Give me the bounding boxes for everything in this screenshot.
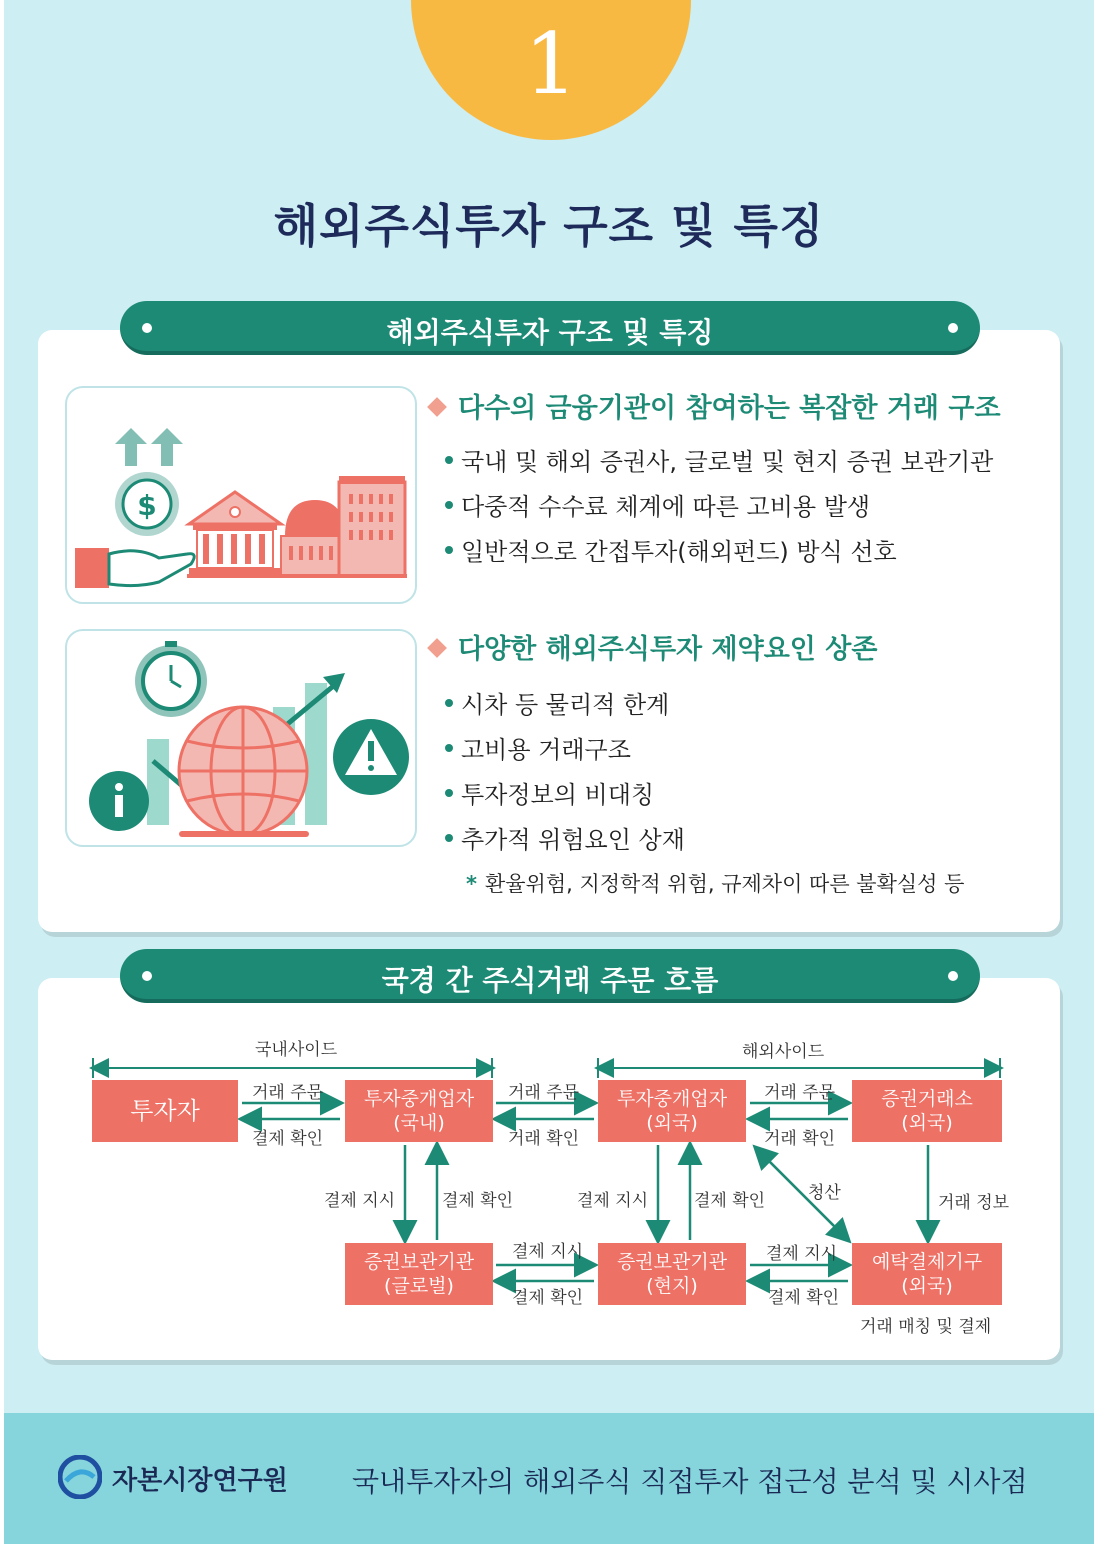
box-label: 증권거래소 xyxy=(881,1088,973,1110)
bullet-text: 국내 및 해외 증권사, 글로벌 및 현지 증권 보관기관 xyxy=(461,448,994,476)
box-label: 증권보관기관 xyxy=(363,1251,475,1273)
flow-label-trade-info: 거래 정보 xyxy=(938,1193,1010,1213)
broker-foreign-box xyxy=(598,1080,746,1142)
overseas-side-label: 해외사이드 xyxy=(742,1042,825,1062)
flow-label-settle-instruction: 결제 지시 xyxy=(512,1242,584,1262)
bullet-text: 투자정보의 비대칭 xyxy=(461,781,655,809)
box-label: (글로벌) xyxy=(384,1275,454,1297)
flow-label-order: 거래 주문 xyxy=(252,1083,324,1103)
page-title: 해외주식투자 구조 및 특징 xyxy=(273,199,825,253)
group2-heading-text: 다양한 해외주식투자 제약요인 상존 xyxy=(458,634,878,665)
flow-label-confirm: 결제 확인 xyxy=(768,1288,840,1308)
exchange-box xyxy=(852,1080,1002,1142)
footer-report-title: 국내투자자의 해외주식 직접투자 접근성 분석 및 시사점 xyxy=(352,1465,1028,1498)
bullet-text: 다중적 수수료 체계에 따른 고비용 발생 xyxy=(461,493,871,521)
domestic-side-label: 국내사이드 xyxy=(255,1040,338,1060)
box-label: 투자중개업자 xyxy=(616,1088,728,1110)
custodian-global-box xyxy=(345,1243,493,1305)
number-badge-text: 1 xyxy=(524,15,578,113)
flow-label-settle-instruction: 결제 지시 xyxy=(577,1191,649,1211)
box-label: (현지) xyxy=(646,1275,698,1297)
kcmi-logo-icon xyxy=(58,1455,102,1499)
broker-domestic-box xyxy=(345,1080,493,1142)
depository-box xyxy=(852,1243,1002,1305)
box-label: 투자자 xyxy=(130,1097,200,1125)
investor-box xyxy=(92,1080,238,1142)
asterisk-icon: * xyxy=(466,872,477,896)
flow-label-order: 거래 주문 xyxy=(508,1083,580,1103)
section-banner-title: 해외주식투자 구조 및 특징 xyxy=(386,316,714,349)
flow-label-order: 거래 주문 xyxy=(764,1083,836,1103)
box-label: (외국) xyxy=(901,1112,953,1134)
section-banner-title: 국경 간 주식거래 주문 흐름 xyxy=(381,964,719,997)
flow-label-trade-confirm: 거래 확인 xyxy=(508,1129,580,1149)
flow-label-clearing: 청산 xyxy=(808,1183,841,1203)
flow-label-settle-instruction: 결제 지시 xyxy=(324,1191,396,1211)
box-label: 투자중개업자 xyxy=(363,1088,475,1110)
bullet-text: 고비용 거래구조 xyxy=(461,736,631,764)
box-label: (국내) xyxy=(393,1112,445,1134)
box-label: 예탁결제기구 xyxy=(871,1251,983,1273)
flow-label-confirm: 결제 확인 xyxy=(512,1288,584,1308)
flow-label-confirm: 결제 확인 xyxy=(694,1191,766,1211)
footer-organization: 자본시장연구원 xyxy=(112,1466,288,1496)
bullet-text: 시차 등 물리적 한계 xyxy=(461,691,670,719)
flow-label-settle-instruction: 결제 지시 xyxy=(766,1244,838,1264)
box-label: (외국) xyxy=(901,1275,953,1297)
svg-text:$: $ xyxy=(137,489,157,522)
flow-label-trade-confirm: 거래 확인 xyxy=(764,1129,836,1149)
risk-note-text: 환율위험, 지정학적 위험, 규제차이 따른 불확실성 등 xyxy=(484,872,965,896)
group1-heading-text: 다수의 금융기관이 참여하는 복잡한 거래 구조 xyxy=(458,393,1001,424)
custodian-local-box xyxy=(598,1243,746,1305)
flow-label-matching: 거래 매칭 및 결제 xyxy=(860,1317,992,1337)
bullet-text: 일반적으로 간접투자(해외펀드) 방식 선호 xyxy=(461,538,897,566)
flow-label-confirm: 결제 확인 xyxy=(252,1129,324,1149)
flow-label-confirm: 결제 확인 xyxy=(442,1191,514,1211)
box-label: (외국) xyxy=(646,1112,698,1134)
bullet-text: 추가적 위험요인 상재 xyxy=(461,826,685,854)
box-label: 증권보관기관 xyxy=(616,1251,728,1273)
